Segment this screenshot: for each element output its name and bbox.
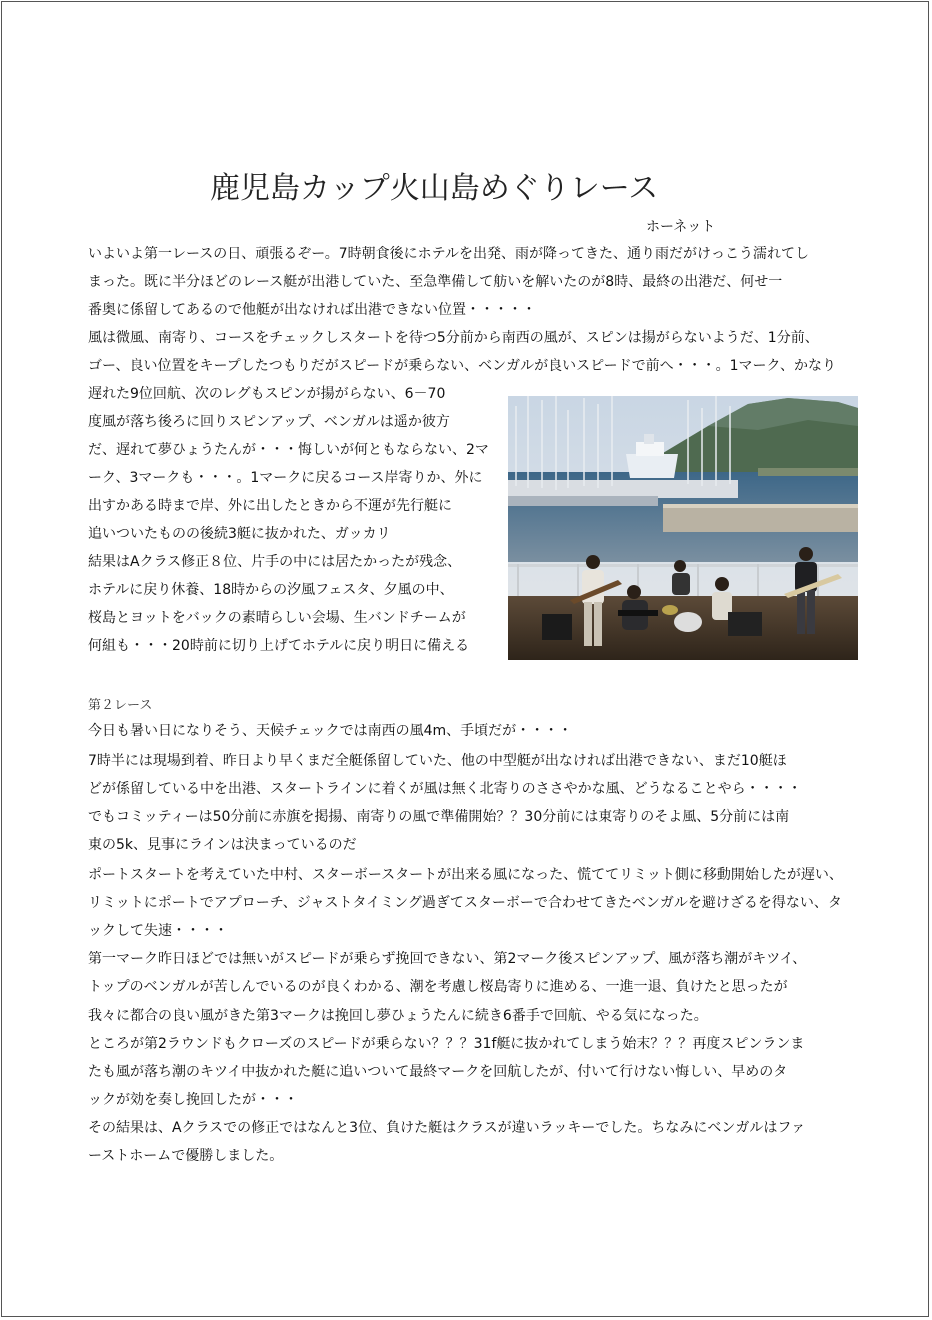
text-line: 我々に都合の良い風がきた第3マークは挽回し夢ひょうたんに続き6番手で回航、やる気になった。 — [88, 1008, 708, 1024]
text-line: だ、遅れて夢ひょうたんが・・・悔しいが何ともならない、2マ — [88, 442, 489, 458]
text-line: 出すかある時まで岸、外に出したときから不運が先行艇に — [88, 498, 452, 514]
text-line: どが係留している中を出港、スタートラインに着くが風は無く北寄りのささやかな風、どうなることやら・・・・ — [88, 781, 802, 797]
text-line: ックして失速・・・・ — [88, 923, 228, 939]
text-line: 桜島とヨットをバックの素晴らしい会場、生バンドチームが — [88, 610, 466, 626]
harbor-band-photo — [508, 396, 858, 660]
text-line: たも風が落ち潮のキツイ中抜かれた艇に追いついて最終マークを回航したが、付いて行けない悔しい、早めのタ — [88, 1064, 788, 1080]
text-line: ホテルに戻り休養、18時からの汐風フェスタ、夕風の中、 — [88, 582, 454, 598]
section-heading: 第２レース — [88, 698, 153, 713]
text-line: 今日も暑い日になりそう、天候チェックでは南西の風4m、手頃だが・・・・ — [88, 723, 573, 739]
text-line: 7時半には現場到着、昨日より早くまだ全艇係留していた、他の中型艇が出なければ出港できない、まだ10艇ほ — [88, 753, 787, 769]
text-line: 第一マーク昨日ほどでは無いがスピードが乗らず挽回できない、第2マーク後スピンアップ、風が落ち潮がキツイ、 — [88, 951, 807, 967]
text-line: まった。既に半分ほどのレース艇が出港していた、至急準備して舫いを解いたのが8時、最終の出港だ、何せ一 — [88, 274, 783, 290]
text-line: ーストホームで優勝しました。 — [88, 1148, 284, 1164]
text-line: でもコミッティーは50分前に赤旗を掲揚、南寄りの風で準備開始？？30分前には東寄りのそよ風、5分前には南 — [88, 809, 790, 825]
text-line: 遅れた9位回航、次のレグもスピンが揚がらない、6－70 — [88, 386, 446, 402]
text-line: ックが効を奏し挽回したが・・・ — [88, 1092, 298, 1108]
text-line: 結果はAクラス修正８位、片手の中には居たかったが残念、 — [88, 554, 462, 570]
text-line: 何組も・・・20時前に切り上げてホテルに戻り明日に備える — [88, 638, 470, 654]
text-line: いよいよ第一レースの日、頑張るぞー。7時朝食後にホテルを出発、雨が降ってきた、通り雨だがけっこう濡れてし — [88, 246, 809, 262]
text-line: トップのベンガルが苦しんでいるのが良くわかる、潮を考慮し桜島寄りに進める、一進一退、負けたと思ったが — [88, 979, 788, 995]
text-line: ポートスタートを考えていた中村、スターボースタートが出来る風になった、慌ててリミット側に移動開始したが遅い、 — [88, 867, 843, 883]
text-line: ゴー、良い位置をキープしたつもりだがスピードが乗らない、ベンガルが良いスピードで前へ・・・。1マーク、かなり — [88, 358, 836, 374]
text-line: リミットにポートでアプローチ、ジャストタイミング過ぎてスターボーで合わせてきたベンガルを避けざるを得ない、タ — [88, 895, 842, 911]
text-line: その結果は、Aクラスでの修正ではなんと3位、負けた艇はクラスが違いラッキーでした。ちなみにベンガルはファ — [88, 1120, 806, 1136]
text-line: 度風が落ち後ろに回りスピンアップ、ベンガルは遥か彼方 — [88, 414, 450, 430]
page-title: 鹿児島カップ火山島めぐりレース — [210, 171, 659, 206]
text-line: ところが第2ラウンドもクローズのスピードが乗らない？？？31f艇に抜かれてしまう始末？？？再度スピンランま — [88, 1036, 805, 1052]
text-line: 追いついたものの後続3艇に抜かれた、ガッカリ — [88, 526, 391, 542]
text-line: 東の5k、見事にラインは決まっているのだ — [88, 837, 357, 853]
text-line: ーク、3マークも・・・。1マークに戻るコース岸寄りか、外に — [88, 470, 483, 486]
text-line: 風は微風、南寄り、コースをチェックしスタートを待つ5分前から南西の風が、スピンは揚がらないようだ、1分前、 — [88, 330, 819, 346]
text-line: 番奥に係留してあるので他艇が出なければ出港できない位置・・・・・ — [88, 302, 536, 318]
author-name: ホーネット — [646, 219, 716, 235]
